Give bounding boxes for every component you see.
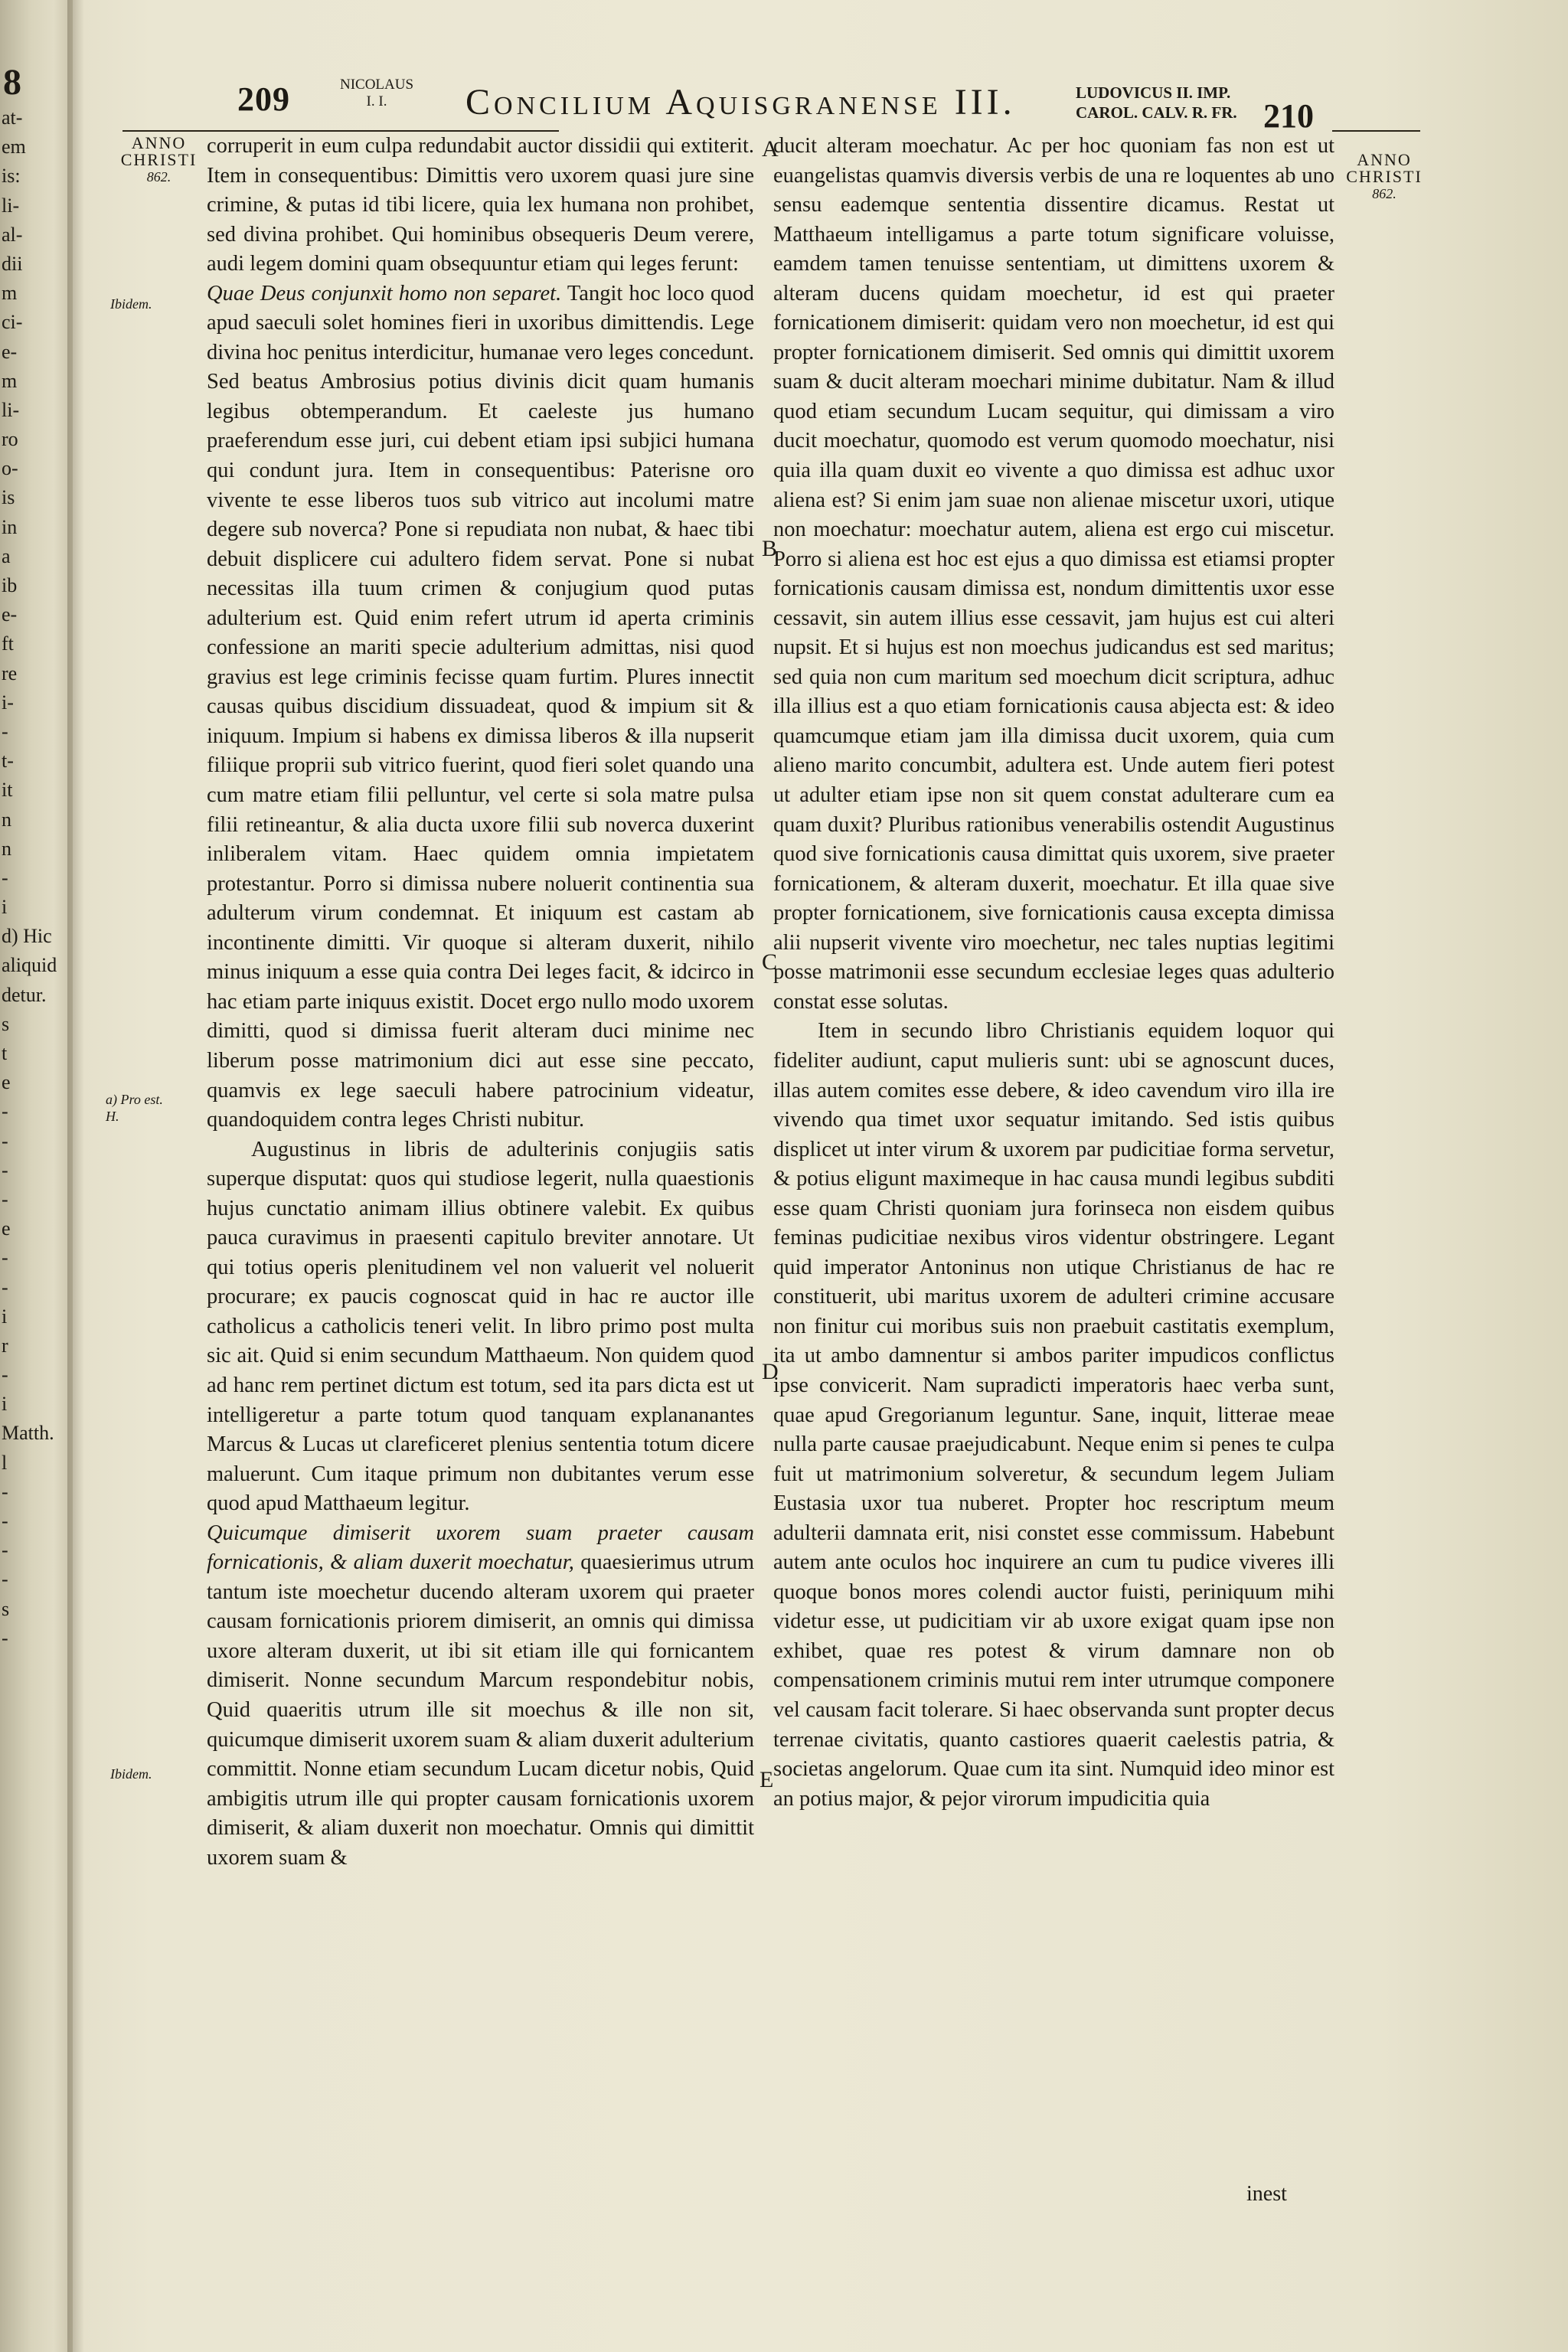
paragraph-text: corruperit in eum culpa redundabit auctor dissidii qui extiterit. Item in consequentibus: Dimittis vero uxorem quasi jure sine crimine, & putas id tibi licere, quia lex humana non prohibet, sed divina prohibet. Qui hominibus obsequeris Deum verere, audi legem domini quam obsequuntur etiam qui leges ferunt: (207, 134, 754, 276)
section-letter-e: E (760, 1767, 774, 1792)
previous-page-fragment: Matth. (2, 1422, 54, 1445)
previous-page-fragment: d) Hic (2, 925, 52, 948)
previous-page-fragment: m (2, 282, 18, 305)
previous-page-fragment: i (2, 1393, 8, 1416)
margin-note-ibidem-1: Ibidem. (110, 296, 152, 312)
previous-page-fragment: - (2, 1129, 8, 1152)
paragraph-text: quaesierimus utrum tantum iste moechetur ducendo alteram uxorem qui praeter causam fornicationis priorem dimiserit, an omnis qui dimissa uxore alteram duxerit, ut ibi sit etiam ille qui fornicantem dimiserit. Nonne secundum Marcum respondebitur nobis, Quid quaeritis utrum ille sit moechus & ille non sit, quicumque dimiserit uxorem suam & aliam duxerit adulterium committit. Nonne etiam secundum Lucam dicetur nobis, Quid ambigitis utrum ille qui propter causam fornicationis uxorem dimiserit, & aliam duxerit non moechatur. Omnis qui dimittit uxorem suam & (207, 1550, 754, 1870)
previous-page-fragment: - (2, 1100, 8, 1123)
previous-page-fragment: - (2, 1510, 8, 1532)
previous-page-fragment: em (2, 136, 26, 158)
previous-page-fragment: - (2, 720, 8, 743)
previous-page-fragment: - (2, 1626, 8, 1649)
previous-page-fragment: - (2, 1158, 8, 1181)
previous-page-fragment: e- (2, 340, 18, 363)
previous-page-fragment: a (2, 544, 11, 567)
previous-page-fragment: i (2, 896, 8, 919)
paragraph-text: Tangit hoc loco quod apud saeculi solet homines fieri in uxoribus dimittendis. Lege divina hoc penitus interdicitur, humanae vero leges concedunt. Sed beatus Ambrosius potius divinis dicit quam humanis legibus obtemperandum. Et caeleste jus humano praeferendum esse juri, cui debent etiam ipsi subjici humana qui condunt jura. Item in consequentibus: Paterisne oro vivente te esse liberos tuos sub vitrico aut incolumi matre degere sub noverca? Pone si repudiata non nubat, & haec tibi debuit displicere cui adultero fidem servat. Pone si nubat necessitas illa tuum crimen & conjugium quod putas adulterium est. Quid enim refert utrum id aperta criminis confessione an mariti specie adulterium admittas, nisi quod gravius est lege criminis fecisse quam furtim. Plures innectit causas quibus discidium dissuadeat, quod & impium sit & iniquum. Impium si habens ex dimissa liberos & illa nupserit filiique proprii sub vitrico fuerint, quod fieri solet quando una cum matre etiam filii pelluntur, vel certe si sola matre pulsa filii retineantur, & alia ducta uxore filii sub noverca duxerint inliberalem vitam. Haec quidem omnia impietatem protestantur. Porro si dimissa nubere noluerit continentia sua adulterum virum condemnat. Et iniquum est castam ab incontinente dimitti. Vir quoque si alteram duxerit, nihilo minus iniquum a esse quia contra Dei leges facit, & idcirco in hac etiam parte iniquus existit. Docet ergo nullo modo uxorem dimitti, quod si dimissa fuerit alteram duci minime nec liberum posse matrimonium dici aut esse sine peccato, quamvis ex lege saeculi habere patrocinium videatur, quandoquidem contra leges Christi nubitur. (207, 281, 754, 1132)
previous-page-fragment: - (2, 1568, 8, 1591)
previous-page-fragment: - (2, 1539, 8, 1562)
previous-page-fragment: ro (2, 428, 18, 451)
paragraph (773, 132, 1334, 1017)
previous-page-fragment: t- (2, 750, 14, 773)
previous-page-fragment: i (2, 1305, 8, 1328)
paragraph-text: Item in secundo libro Christianis equidem loquor qui fideliter audiunt, caput mulieris sunt: ubi se agnoscunt duces, illas autem comites esse debere, & ideo cavendum viro illa ire vivendo qua timet uxor sequatur imitando. Sed istis quibus displicet ut inter virum & uxorem par pudicitiae forma servetur, & potius eligunt maximeque in hac causa mundi legibus subditi esse quam Christi quoniam jura forinseca non eisdem quibus feminas pudicitiae nexibus viros videntur obstringere. Legant quid imperator Antoninus non utique Christianus de hac re constituerit, ubi maritus uxorem de adulteri crimine accusare non finitur cui moribus suis non praebuit castitatis exemplum, ita ut ambo damnentur si ambos pariter impudicos conflictus ipse convicerit. Nam supradicti imperatoris haec verba sunt, quae apud Gregorianum leguntur. Sane, inquit, litterae meae nulla parte causae praejudicabunt. Neque enim si penes te culpa fuit ut matrimonium solveretur, & secundum legem Juliam Eustasia uxor tua nuberet. Propter hoc rescriptum meum adulterii damnata erit, nisi constet esse commissum. Habebunt autem ante oculos hoc inquirere an cum tu pudice viveres illi quoque bonos mores colendi auctor fuisti, periniquum mihi videtur esse, ut pudicitiam vir ab uxore exigat quam ipse non exhibet, quae res potest & virum damnare non ob compensationem criminis mutui rem inter utrumque componere vel causam facit tolerare. Si haec observanda sunt propter decus terrenae civitatis, quanto castiores quaerit caelestis patria, & societas angelorum. Quae cum ita sint. Numquid ideo minor est an potius major, & pejor virorum impudicitia quia (773, 1019, 1334, 1811)
previous-page-fragment: e (2, 1217, 11, 1240)
paragraph (773, 1017, 1334, 1814)
previous-page-folio: 8 (3, 62, 21, 103)
previous-page-fragment: t (2, 1042, 8, 1064)
previous-page-fragment: s (2, 1597, 10, 1620)
running-title: Concilium Aquisgranense III. (466, 82, 1016, 122)
paragraph (207, 1519, 754, 1873)
christi-label-left: CHRISTI (120, 150, 198, 169)
previous-page-fragment: s (2, 1012, 10, 1035)
previous-page-fragment: - (2, 1187, 8, 1210)
previous-page-fragment: is (2, 486, 15, 509)
previous-page-fragment: e (2, 1071, 11, 1094)
paragraph-text: ducit alteram moechatur. Ac per hoc quoniam fas non est ut euangelistas quamvis diversis verbis de una re loquentes ab uno sensu eademque sententia dissentire dicamus. Restat ut Matthaeum intelligamus a parte totum significare voluisse, eamdem tamen tenuisse sententiam, ut dimittens uxorem & alteram ducens quidam moechetur, id est qui praeter fornicationem dimiserit: quidam vero non moechetur, id est qui propter fornicationem dimiserit. Sed omnis qui dimittit uxorem suam & ducit alteram moechari minime dubitatur. Nam & illud quod etiam secundum Lucam sequitur, qui dimissam a viro ducit moechatur, quomodo est verum quomodo moechatur, nisi quia illa quam duxit eo vivente a quo dimissa est adhuc uxor aliena est? Si enim jam suae non alienae miscetur uxori, utique non moechatur: moechatur autem, aliena est ergo cui miscetur. Porro si aliena est hoc est ejus a quo dimissa est etiamsi propter fornicationis causam dimissa est, nondum dimittentis uxor esse cessavit, sin autem illius esse cessavit, jam hujus est cui alteri nupsit. Et si hujus est non moechus judicandus est sed maritus; sed quia non cum maritum sed moechum dicit scriptura, adhuc illa illius est a quo etiam fornicationis causa abjecta est: & ideo quamcumque etiam jam illa dimissa ducit uxorem, quia cum alieno marito concumbit, adultera est. Unde autem fieri potest ut adulter etiam ipse non sit quem constat adulterare cum ea quam duxit? Pluribus rationibus venerabilis ostendit Augustinus quod sive fornicationis causa dimittat quis uxorem, sive praeter fornicationem, & alteram duxerit, moechatur. Et illa quae sive propter fornicationem, sive fornicationis causa excepta dimissa alii nupserit vivente viro moechetur, nec tales nuptias legitimi posse matrimonii esse secundum ecclesiae leges quas adulterio constat esse solutas. (773, 134, 1334, 1014)
emperor-names (1076, 83, 1237, 122)
christi-label-right: CHRISTI (1346, 167, 1423, 186)
anno-christi-left (115, 135, 203, 185)
fold-shadow (67, 0, 84, 2352)
year-left: 862. (146, 169, 172, 185)
margin-note-a (106, 1091, 163, 1125)
paragraph (207, 132, 754, 279)
quotation: Quae Deus conjunxit homo non separet. (207, 281, 562, 305)
previous-page-fragment: li- (2, 194, 20, 217)
margin-note-a-line2: H. (106, 1109, 119, 1124)
left-text-column (207, 132, 754, 1873)
paragraph (207, 279, 754, 1135)
previous-page-fragment: n (2, 808, 11, 831)
quotation: Quicumque dimiserit uxorem suam praeter causam fornicationis, & aliam duxerit moechatur, (207, 1521, 754, 1575)
running-header (0, 77, 1568, 135)
previous-page-fragment: - (2, 1276, 8, 1298)
previous-page-fragment: in (2, 515, 18, 538)
previous-page-fragment: al- (2, 223, 23, 246)
margin-note-a-line1: a) Pro est. (106, 1092, 163, 1107)
folio-left: 209 (237, 80, 290, 118)
paragraph (207, 1135, 754, 1519)
previous-page-fragment: li- (2, 398, 20, 421)
section-letter-b: B (762, 536, 778, 561)
pope-name-line1: NICOLAUS (339, 77, 414, 93)
previous-page-fragment: i- (2, 691, 14, 714)
previous-page-fragment: - (2, 866, 8, 889)
margin-note-ibidem-2: Ibidem. (110, 1766, 152, 1782)
previous-page-fragment: n (2, 837, 11, 860)
previous-page-fragment: m (2, 369, 18, 392)
previous-page-fragment: detur. (2, 983, 47, 1006)
previous-page-edge (0, 0, 73, 2352)
previous-page-fragment: dii (2, 252, 23, 275)
previous-page-fragment: ft (2, 632, 14, 655)
emperor-line1: LUDOVICUS II. IMP. (1076, 83, 1231, 102)
previous-page-fragment: ib (2, 574, 18, 596)
previous-page-fragment: aliquid (2, 954, 57, 977)
previous-page-fragment: l (2, 1451, 8, 1474)
previous-page-fragment: is: (2, 165, 21, 188)
paragraph-text: Augustinus in libris de adulterinis conjugiis satis superque disputat: quos qui studiose legerit, nulla quaestionis hujus cunctatio animam illius obtinere valebit. Ex quibus pauca curavimus in praesenti capitulo breviter annotare. Ut qui totius operis plenitudinem vel non valuerit vel noluerit procurare; ex paucis cognoscat quid in hac re auctor ille catholicus a catholicis teneri velit. In libro primo post multa sic ait. Quid si enim secundum Matthaeum. Non quidem quod ad hanc rem pertinet dictum est totum, sed ita pars dicta est ut intelligeretur a parte totum quod tanquam explananantes Marcus & Lucas ut clareficeret plenius sententia totum dicere maluerunt. Cum itaque primum non dubitantes verum esse quod apud Matthaeum legitur. (207, 1137, 754, 1516)
catchword: inest (1246, 2182, 1287, 2206)
header-rule-right (1332, 130, 1420, 132)
previous-page-fragment: - (2, 1246, 8, 1269)
previous-page-fragment: e- (2, 603, 18, 626)
year-right: 862. (1372, 186, 1396, 201)
section-letter-c: C (762, 949, 778, 975)
emperor-line2: CAROL. CALV. R. FR. (1076, 103, 1237, 122)
anno-christi-right (1338, 152, 1430, 202)
previous-page-fragment: at- (2, 106, 23, 129)
anno-label-left: ANNO (131, 133, 187, 152)
previous-page-fragment: it (2, 779, 13, 802)
anno-label-right: ANNO (1357, 150, 1412, 169)
previous-page-fragment: - (2, 1364, 8, 1387)
previous-page-fragment: - (2, 1480, 8, 1503)
right-text-column (773, 132, 1334, 1814)
previous-page-fragment: o- (2, 457, 18, 480)
folio-right: 210 (1263, 97, 1314, 135)
section-letter-a: A (762, 136, 779, 162)
pope-name-line2: I. I. (366, 93, 387, 109)
section-letter-d: D (762, 1359, 779, 1384)
pope-name (331, 77, 423, 110)
previous-page-fragment: re (2, 662, 18, 684)
previous-page-fragments (2, 103, 70, 1653)
previous-page-fragment: ci- (2, 311, 23, 334)
previous-page-fragment: r (2, 1334, 8, 1357)
